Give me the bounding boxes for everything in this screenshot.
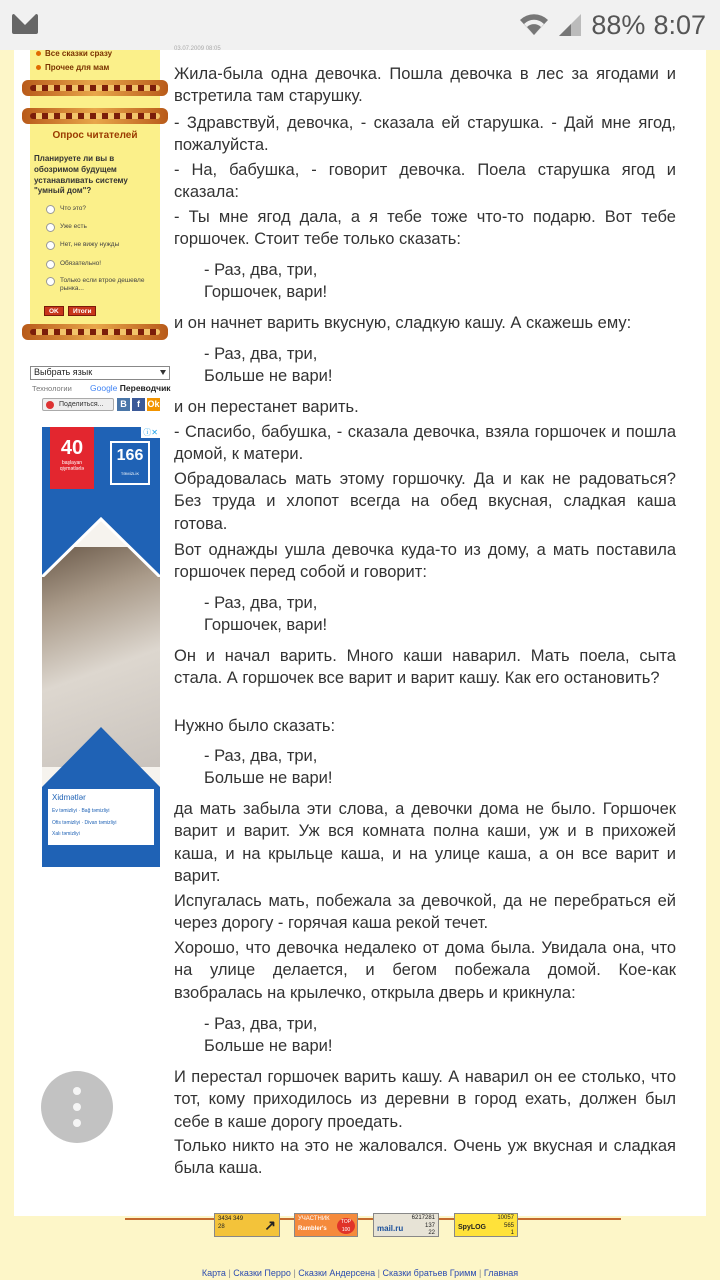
wifi-icon	[519, 14, 549, 36]
poll-option[interactable]: Обязательно!	[60, 260, 160, 268]
bullet-icon	[36, 65, 41, 70]
more-options-button[interactable]	[41, 1071, 113, 1143]
paragraph: Обрадовалась мать этому горшочку. Да и как не радоваться? Без труда и хлопот всегда на обед вкусная, сладкая каша готова.	[174, 470, 676, 533]
poll-title: Опрос читателей	[52, 130, 138, 141]
mailru-counter[interactable]: 6217281 137 22 mail.ru	[373, 1213, 439, 1237]
poll-option[interactable]: Что это?	[60, 205, 160, 213]
footer-link-home[interactable]: Главная	[483, 1268, 519, 1278]
menu-item-all-tales[interactable]: Все сказки сразу	[36, 49, 112, 58]
radio-button[interactable]	[46, 260, 55, 269]
radio-button[interactable]	[46, 223, 55, 232]
verse-line: Горшочек, вари!	[204, 283, 328, 301]
verse-line: - Раз, два, три,	[204, 345, 318, 363]
ad-price-badge: 40 başlayan qiymətlərlə	[50, 427, 94, 489]
paragraph: Нужно было сказать:	[174, 717, 336, 735]
paragraph: - Ты мне ягод дала, а я тебе тоже что-то подарю. Вот тебе горшочек. Стоит тебе только сказать:	[174, 208, 676, 249]
footer-link-grimm[interactable]: Сказки братьев Гримм	[382, 1268, 477, 1278]
verse-line: Больше не вари!	[204, 367, 333, 385]
mail-icon	[12, 14, 38, 34]
radio-button[interactable]	[46, 241, 55, 250]
paragraph: - На, бабушка, - говорит девочка. Поела старушка ягод и сказала:	[174, 161, 676, 202]
paragraph: - Спасибо, бабушка, - сказала девочка, взяла горшочек и пошла домой, к матери.	[174, 423, 676, 464]
verse-line: Горшочек, вари!	[204, 616, 328, 634]
share-button[interactable]: Поделиться...	[42, 398, 114, 411]
radio-button[interactable]	[46, 205, 55, 214]
verse-line: Больше не вари!	[204, 769, 333, 787]
tech-label: Технологии	[32, 384, 72, 393]
clock: 8:07	[653, 9, 706, 40]
poll-option[interactable]: Уже есть	[60, 223, 160, 231]
language-select[interactable]: Выбрать язык	[30, 366, 170, 380]
bullet-icon	[36, 51, 41, 56]
odnoklassniki-share-icon[interactable]: Ok	[147, 399, 160, 409]
poll-question: Планируете ли вы в обозримом будущем устанавливать систему "умный дом"?	[34, 154, 128, 196]
paragraph: Хорошо, что девочка недалеко от дома была. Увидала она, что на улице делается, и бегом побежала домой. Кое-как взобралась на крылечко, открыла дверь и крикнула:	[174, 939, 676, 1002]
ad-services-card: Xidmətlər Ev təmizliyi · Bağ təmizliyi Ofis təmizliyi · Divan təmizliyi Xalı təmizliyi	[48, 789, 154, 845]
poll-option[interactable]: Нет, не вижу нужды	[60, 241, 160, 249]
verse-line: - Раз, два, три,	[204, 1015, 318, 1033]
signal-icon	[557, 13, 583, 37]
poll-option[interactable]: Только если втрое дешевле рынка...	[60, 277, 160, 294]
status-bar	[0, 0, 720, 50]
verse-line: - Раз, два, три,	[204, 594, 318, 612]
google-translate-label[interactable]: Google Переводчик	[90, 383, 171, 393]
adchoices-icon[interactable]: ⓘ✕	[143, 428, 158, 437]
article-date: 03.07.2009 08:05	[174, 46, 221, 52]
verse-line: Больше не вари!	[204, 1037, 333, 1055]
facebook-share-icon[interactable]: f	[132, 398, 145, 411]
paragraph: Он и начал варить. Много каши наварил. Мать поела, сыта стала. А горшочек все варит и варит кашу. Как его остановить?	[174, 647, 676, 688]
paragraph: Только никто на это не жаловался. Очень уж вкусная и сладкая была каша.	[174, 1137, 676, 1178]
rambler-counter[interactable]: УЧАСТНИК Rambler's TOP 100	[294, 1213, 358, 1237]
dot-icon	[73, 1087, 81, 1095]
arrow-icon: ↗	[264, 1217, 276, 1233]
paragraph: - Здравствуй, девочка, - сказала ей старушка. - Дай мне ягод, пожалуйста.	[174, 114, 676, 155]
battery-level: 88%	[591, 9, 646, 40]
paragraph: Жила-была одна девочка. Пошла девочка в лес за ягодами и встретила там старушку.	[174, 65, 676, 106]
liveinternet-counter[interactable]: 3434 349 28 ↗	[214, 1213, 280, 1237]
ornament-divider	[22, 108, 168, 124]
footer-link-perrault[interactable]: Сказки Перро	[233, 1268, 291, 1278]
ad-banner[interactable]	[42, 427, 160, 867]
paragraph: Вот однажды ушла девочка куда-то из дому, а мать поставила горшочек перед собой и говорит:	[174, 541, 676, 582]
spylog-counter[interactable]: SpyLOG 10057 565 1	[454, 1213, 518, 1237]
paragraph: Испугалась мать, побежала за девочкой, да не перебраться ей через дорогу - горячая каша рекой течет.	[174, 892, 676, 933]
paragraph: да мать забыла эти слова, а девочки дома не было. Горшочек варит и варит. Уж вся комната полна каши, уж и в прихожей каша, и на крыльце каша, и на улице каша, а он все варит и варит.	[174, 800, 676, 885]
paragraph: и он начнет варить вкусную, сладкую кашу. А скажешь ему:	[174, 314, 632, 332]
footer-link-andersen[interactable]: Сказки Андерсена	[298, 1268, 376, 1278]
dot-icon	[73, 1119, 81, 1127]
verse-line: - Раз, два, три,	[204, 747, 318, 765]
radio-button[interactable]	[46, 277, 55, 286]
dot-icon	[73, 1103, 81, 1111]
poll-results-button[interactable]: Итоги	[68, 306, 96, 316]
page-frame	[14, 46, 706, 1216]
ornament-divider	[22, 80, 168, 96]
chevron-down-icon	[160, 370, 166, 375]
ad-logo: 166 TƏMİZLİK	[110, 441, 150, 485]
footer-links: Карта | Сказки Перро | Сказки Андерсена | Сказки братьев Гримм | Главная	[201, 1268, 519, 1278]
paragraph: И перестал горшочек варить кашу. А наварил он ее столько, что тот, кому приходилось из деревни в город ехать, должен был себе в каше дорогу проедать.	[174, 1068, 676, 1131]
verse-line: - Раз, два, три,	[204, 261, 318, 279]
ad-roof-shape	[42, 517, 160, 577]
poll-ok-button[interactable]: OK	[44, 306, 64, 316]
menu-item-misc[interactable]: Прочее для мам	[36, 63, 109, 72]
vk-share-icon[interactable]: В	[117, 398, 130, 411]
paragraph: и он перестанет варить.	[174, 398, 359, 416]
ornament-divider	[22, 324, 168, 340]
footer-link-map[interactable]: Карта	[201, 1268, 226, 1278]
